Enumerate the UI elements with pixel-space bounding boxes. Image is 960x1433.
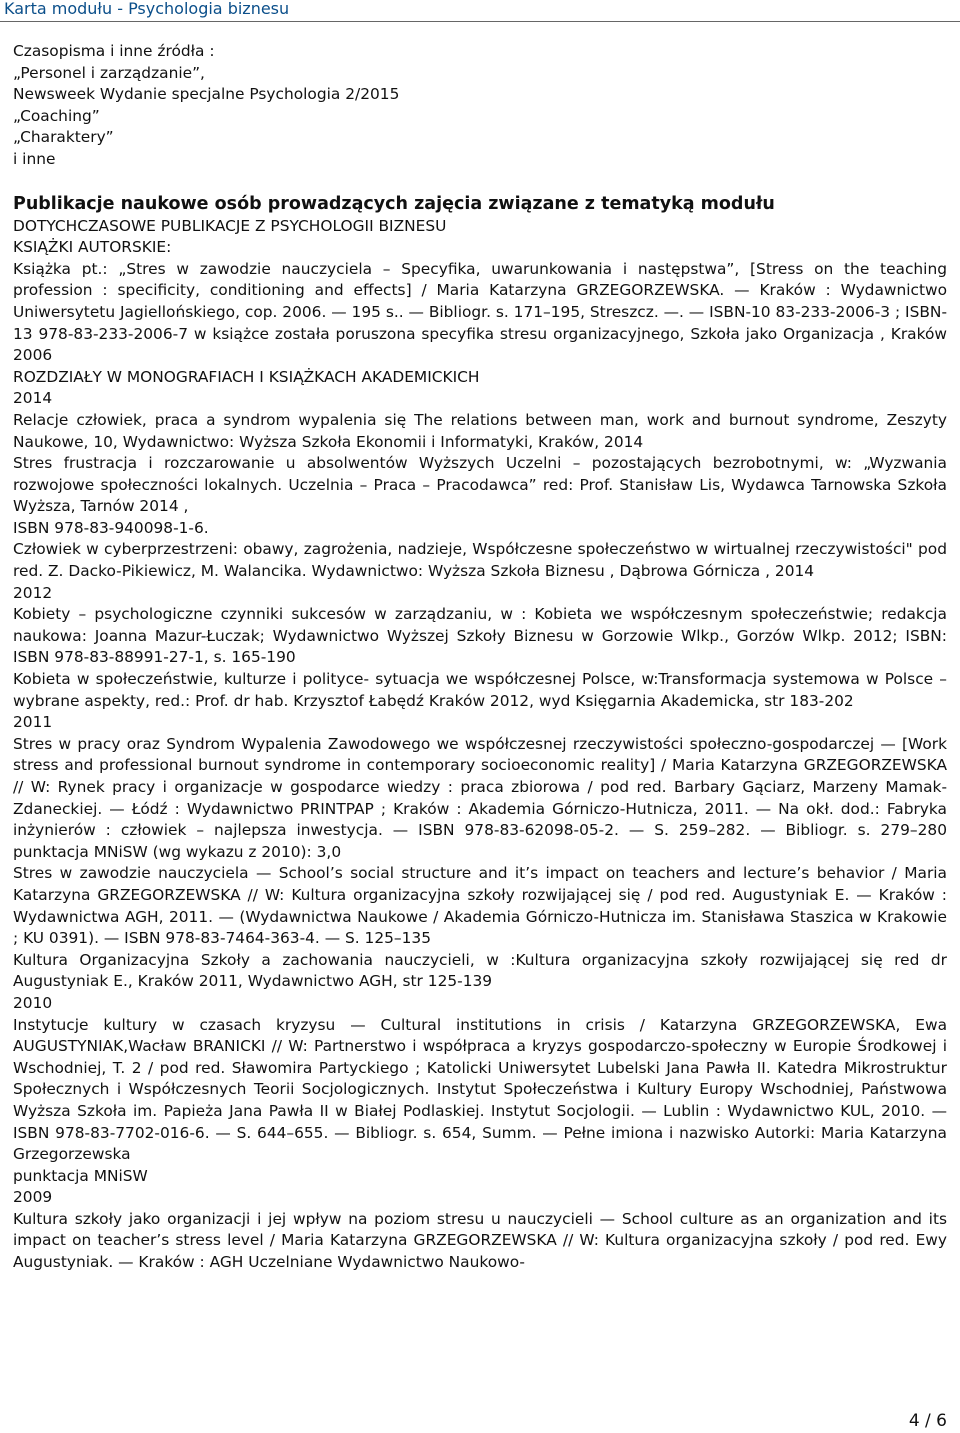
publication-entry: Relacje człowiek, praca a syndrom wypalenia się The relations between man, work and burnout syndrome, Zeszyty Naukowe, 10, Wydawnictwo: Wyższa Szkoła Ekonomii i Informatyki, Kraków, 2014 [13,410,947,451]
publication-entry: Stres w zawodzie nauczyciela — School’s social structure and it’s impact on teachers and lecture’s behavior / Maria Katarzyna GRZEGORZEWSKA // W: Kultura organizacyjna szkoły rozwijającej się / pod red. Augustyniak E. — Kraków : Wydawnictwa AGH, 2011. — (Wydawnictwa Naukowe / Akademia Górniczo-Hutnicza im. Stanisława Staszica w Krakowie ; KU 0391). — ISBN 978-83-7464-363-4. — S. 125–135 [13,864,947,948]
publication-entry: Kobieta w społeczeństwie, kulturze i polityce- sytuacja we współczesnej Polsce, w:Transformacja systemowa w Polsce – wybrane aspekty, red.: Prof. dr hab. Krzysztof Łabędź Kraków 2012, wyd Księgarnia Akademicka, str 183-202 [13,670,947,710]
year-label: 2014 [13,389,53,408]
sources-line: i inne [13,149,56,168]
header-divider [0,21,960,22]
sources-line: „Coaching” [13,106,100,125]
sources-line: „Personel i zarządzanie”, [13,63,205,82]
publication-entry: Człowiek w cyberprzestrzeni: obawy, zagrożenia, nadzieje, Współczesne społeczeństwo w wirtualnej rzeczywistości" pod red. Z. Dacko-Pikiewicz, M. Walancika. Wydawnictwo: Wyższa Szkoła Biznesu , Dąbrowa Górnicza , 2014 [13,540,947,581]
publication-entry: Kultura szkoły jako organizacji i jej wpływ na poziom stresu u nauczycieli — School culture as an organization and its impact on teacher’s stress level / Maria Katarzyna GRZEGORZEWSKA // W: Kultura organizacyjna szkoły / pod red. Ewy Augustyniak. — Kraków : AGH Uczelniane Wydawnictwo Naukowo- [13,1209,947,1272]
publication-entry: Książka pt.: „Stres w zawodzie nauczyciela – Specyfika, uwarunkowania i następstwa”, [Stress on the teaching profession : specificity, conditioning and effects] / Maria Katarzyna GRZEGORZEWSKA. — Kraków : Wydawnictwo Uniwersytetu Jagiellońskiego, cop. 2006. — 195 s.. — Bibliogr. s. 171–195, Streszcz. —. — ISBN-10 83-233-2006-3 ; ISBN-13 978-83-233-2006-7 w książce została poruszona specyfika stresu organizacyjnego, Szkoła jako Organizacja , Kraków 2006 [13,259,947,365]
page-header [0,0,960,21]
publication-entry: punktacja MNiSW [13,1166,148,1185]
section-label: ROZDZIAŁY W MONOGRAFIACH I KSIĄŻKACH AKADEMICKICH [13,367,480,386]
publications-subheading: DOTYCHCZASOWE PUBLIKACJE Z PSYCHOLOGII BIZNESU [13,216,447,235]
header-title: Karta modułu - Psychologia biznesu [4,0,290,18]
sources-line: Newsweek Wydanie specjalne Psychologia 2/2015 [13,85,400,104]
publication-entry: Stres w pracy oraz Syndrom Wypalenia Zawodowego we współczesnej rzeczywistości społeczno-gospodarczej — [Work stress and professional burnout syndrome in contemporary socioeconomic reality] / Maria Katarzyna GRZEGORZEWSKA // W: Rynek pracy i organizacje w gospodarce wiedzy : praca zbiorowa / pod red. Barbary Gąciarz, Marzeny Mamak-Zdaneckiej. — Łódź : Wydawnictwo PRINTPAP ; Kraków : Akademia Górniczo-Hutnicza, 2011. — Na okł. dod.: Fabryka inżynierów : człowiek – najlepsza inwestycja. — ISBN 978-83-62098-05-2. — S. 259–282. — Bibliogr. s. 279–280 punktacja MNiSW (wg wykazu z 2010): 3,0 [13,734,947,861]
publications-heading: Publikacje naukowe osób prowadzących zajęcia związane z tematyką modułu [13,193,775,214]
year-label: 2010 [13,993,53,1012]
page-number: 4 / 6 [908,1411,947,1431]
publications-subheading: KSIĄŻKI AUTORSKIE: [13,238,172,257]
sources-section [13,41,947,171]
year-label: 2009 [13,1188,53,1207]
year-label: 2012 [13,583,53,602]
year-label: 2011 [13,713,53,732]
publications-section [13,193,947,1274]
sources-line: Czasopisma i inne źródła : [13,42,215,60]
publication-entry: Stres frustracja i rozczarowanie u absolwentów Wyższych Uczelni – pozostających bezrobotnymi, w: „Wyzwania rozwojowe społeczności lokalnych. Uczelnia – Praca – Pracodawca” red: Prof. Stanisław Lis, Wydawca Tarnowska Szkoła Wyższa, Tarnów 2014 , [13,454,947,516]
sources-line: „Charaktery” [13,128,114,147]
publication-entry: Kultura Organizacyjna Szkoły a zachowania nauczycieli, w :Kultura organizacyjna szkoły rozwijającej się red dr Augustyniak E., Kraków 2011, Wydawnictwo AGH, str 125-139 [13,950,947,991]
document-body [13,41,947,1274]
publication-entry: Kobiety – psychologiczne czynniki sukcesów w zarządzaniu, w : Kobieta we współczesnym społeczeństwie; redakcja naukowa: Joanna Mazur-Łuczak; Wydawnictwo Wyższej Szkoły Biznesu w Gorzowie Wlkp., Gorzów Wlkp. 2012; ISBN: ISBN 978-83-88991-27-1, s. 165-190 [13,605,947,667]
publication-entry: ISBN 978-83-940098-1-6. [13,518,209,537]
publication-entry: Instytucje kultury w czasach kryzysu — Cultural institutions in crisis / Katarzyna GRZEGORZEWSKA, Ewa AUGUSTYNIAK,Wacław BRANICKI // W: Partnerstwo i współpraca a kryzys gospodarczo-społeczny w Europie Środkowej i Wschodniej, T. 2 / pod red. Sławomira Partyckiego ; Katolicki Uniwersytet Lubelski Jana Pawła II. Katedra Mikrostruktur Społecznych i Współczesnych Teorii Socjologicznych. Instytut Społeczeństwa i Kultury Europy Wschodniej, Państwowa Wyższa Szkoła im. Papieża Jana Pawła II w Białej Podlaskiej. Instytut Socjologii. — Lublin : Wydawnictwo KUL, 2010. — ISBN 978-83-7702-016-6. — S. 644–655. — Bibliogr. s. 654, Summ. — Pełne imiona i nazwisko Autorki: Maria Katarzyna Grzegorzewska [13,1015,947,1164]
